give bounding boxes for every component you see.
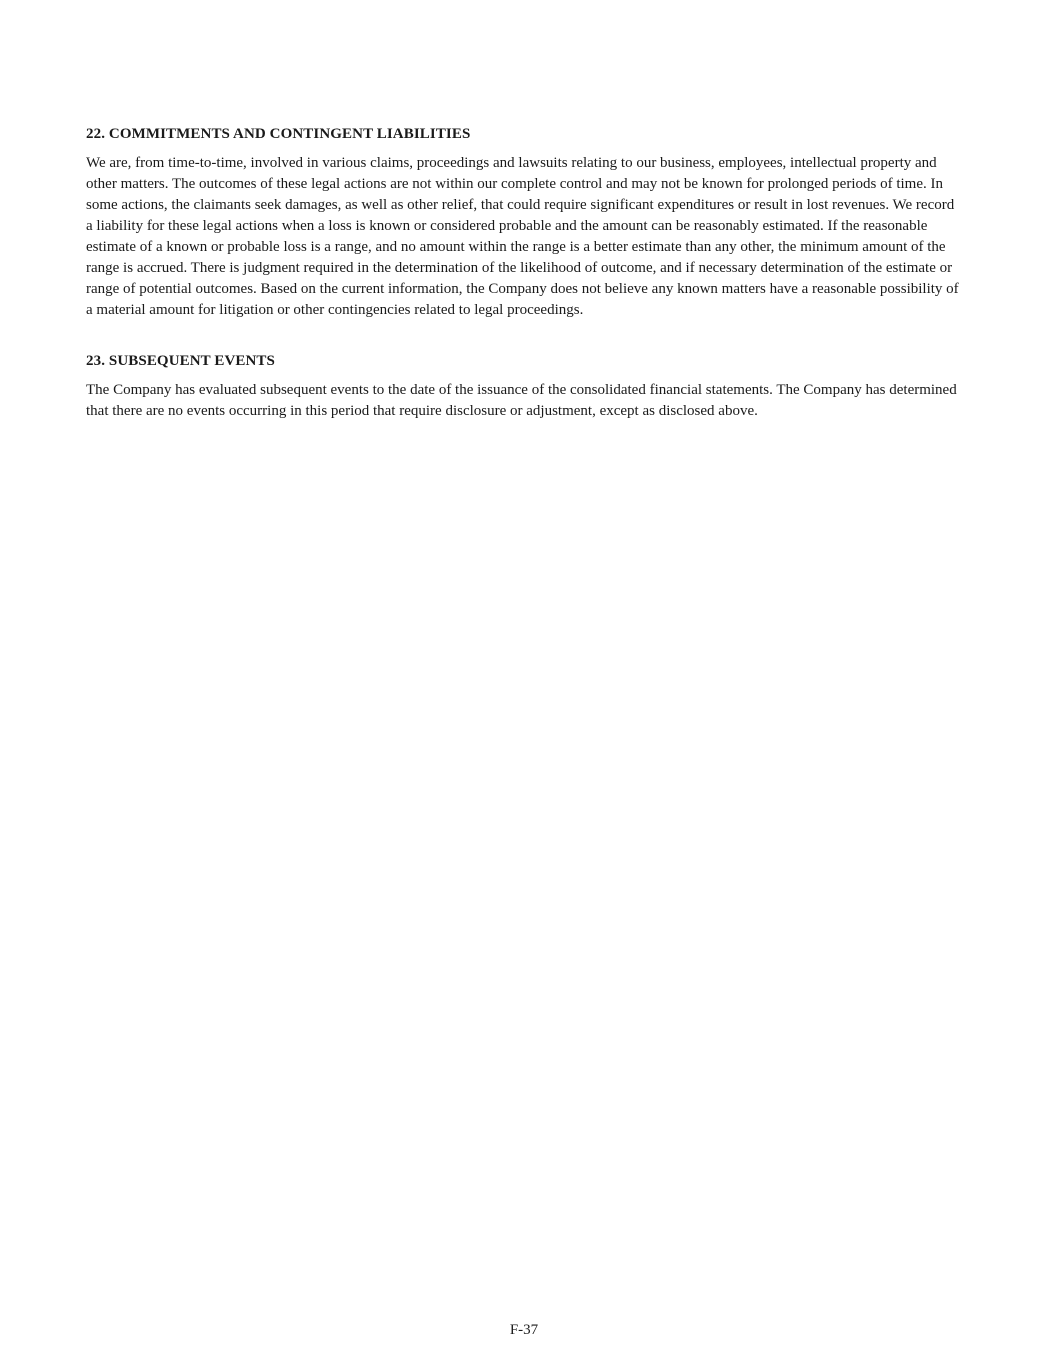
section-commitments-contingent-liabilities bbox=[86, 124, 962, 321]
page-number: F-37 bbox=[509, 1322, 539, 1338]
section-heading-subsequent-events: 23. SUBSEQUENT EVENTS bbox=[86, 353, 275, 369]
section-heading-commitments: 22. COMMITMENTS AND CONTINGENT LIABILITIES bbox=[86, 126, 471, 142]
section-subsequent-events bbox=[86, 351, 962, 422]
page-content bbox=[86, 124, 962, 452]
section-body-subsequent-events: The Company has evaluated subsequent events to the date of the issuance of the consolidated financial statements. The Company has determined that there are no events occurring in this period that require disclosure or adjustment, except as disclosed above. bbox=[86, 382, 957, 419]
section-body-commitments: We are, from time-to-time, involved in various claims, proceedings and lawsuits relating to our business, employees, intellectual property and other matters. The outcomes of these legal actions are not within our complete control and may not be known for prolonged periods of time. In some actions, the claimants seek damages, as well as other relief, that could require significant expenditures or result in lost revenues. We record a liability for these legal actions when a loss is known or considered probable and the amount can be reasonably estimated. If the reasonable estimate of a known or probable loss is a range, and no amount within the range is a better estimate than any other, the minimum amount of the range is accrued. There is judgment required in the determination of the likelihood of outcome, and if necessary determination of the estimate or range of potential outcomes. Based on the current information, the Company does not believe any known matters have a reasonable possibility of a material amount for litigation or other contingencies related to legal proceedings. bbox=[86, 155, 959, 318]
